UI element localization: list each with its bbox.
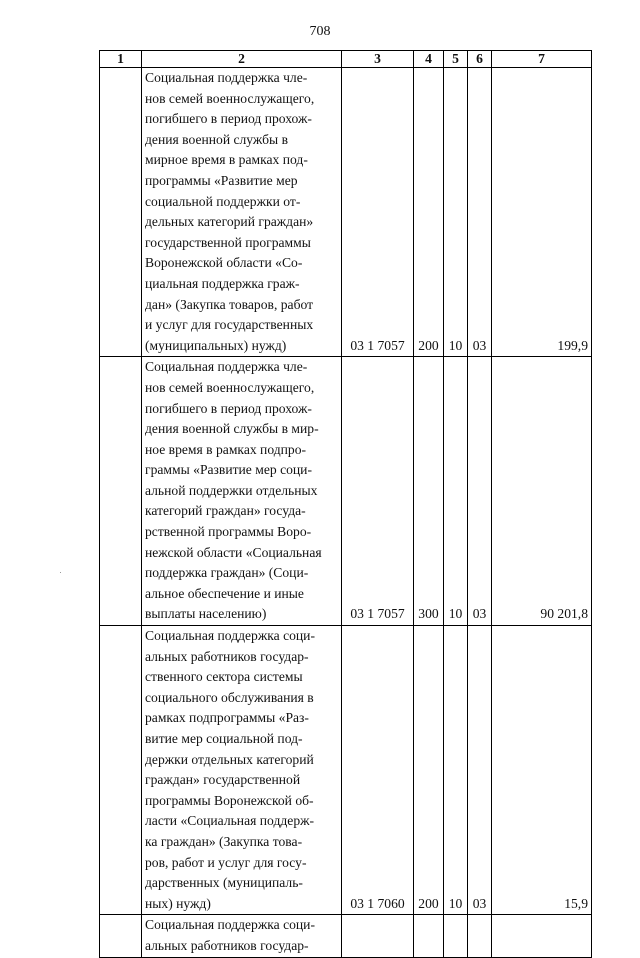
table-row	[100, 626, 592, 915]
section-cell: 10	[444, 68, 468, 357]
expense-type-cell: 200	[414, 626, 444, 915]
budget-table	[99, 50, 592, 958]
column-header: 6	[468, 51, 492, 68]
description-text: Социальная поддержка чле- нов семей военнослужащего, погибшего в период прохож- дения военной службы в мир- ное время в рамках подпро- граммы «Развитие мер соци- альной поддержки отдельных категорий граждан» госуда- рственной программы Воро- нежской области «Социальная поддержка граждан» (Соци- альное обеспечение и иные выплаты населению)	[145, 359, 322, 622]
target-code-cell	[342, 915, 414, 957]
amount-cell: 15,9	[492, 626, 592, 915]
table-row	[100, 357, 592, 626]
row-number-cell	[100, 68, 142, 357]
scan-artifact	[60, 572, 61, 573]
description-cell	[142, 626, 342, 915]
description-text: Социальная поддержка соци- альных работников государ-	[145, 917, 315, 953]
target-code-cell: 03 1 7057	[342, 68, 414, 357]
description-cell	[142, 68, 342, 357]
column-header: 5	[444, 51, 468, 68]
subsection-cell	[468, 915, 492, 957]
amount-cell: 90 201,8	[492, 357, 592, 626]
description-text: Социальная поддержка чле- нов семей военнослужащего, погибшего в период прохож- дения военной службы в мирное время в рамках под- программы «Развитие мер социальной поддержки от- дельных категорий граждан» государственной программы Воронежской области «Со- циальная поддержка граж- дан» (Закупка товаров, работ и услуг для государственных (муниципальных) нужд)	[145, 70, 315, 353]
amount-cell: 199,9	[492, 68, 592, 357]
expense-type-cell	[414, 915, 444, 957]
section-cell	[444, 915, 468, 957]
subsection-cell: 03	[468, 626, 492, 915]
target-code-cell: 03 1 7060	[342, 626, 414, 915]
row-number-cell	[100, 357, 142, 626]
section-cell: 10	[444, 357, 468, 626]
description-cell	[142, 915, 342, 957]
subsection-cell: 03	[468, 357, 492, 626]
row-number-cell	[100, 626, 142, 915]
expense-type-cell: 200	[414, 68, 444, 357]
header-row	[100, 51, 592, 68]
page-number: 708	[309, 24, 331, 39]
expense-type-cell: 300	[414, 357, 444, 626]
table-row	[100, 68, 592, 357]
column-header: 1	[100, 51, 142, 68]
amount-cell	[492, 915, 592, 957]
column-header: 7	[492, 51, 592, 68]
section-cell: 10	[444, 626, 468, 915]
description-text: Социальная поддержка соци- альных работников государ- ственного сектора системы социального обслуживания в рамках подпрограммы «Раз- витие мер социальной под- держки отдельных категорий граждан» государственной программы Воронежской об- ласти «Социальная поддерж- ка граждан» (Закупка това- ров, работ и услуг для госу- дарственных (муниципаль- ных) нужд)	[145, 628, 315, 911]
description-cell	[142, 357, 342, 626]
column-header: 4	[414, 51, 444, 68]
table-row	[100, 915, 592, 957]
row-number-cell	[100, 915, 142, 957]
target-code-cell: 03 1 7057	[342, 357, 414, 626]
column-header: 3	[342, 51, 414, 68]
column-header: 2	[142, 51, 342, 68]
subsection-cell: 03	[468, 68, 492, 357]
